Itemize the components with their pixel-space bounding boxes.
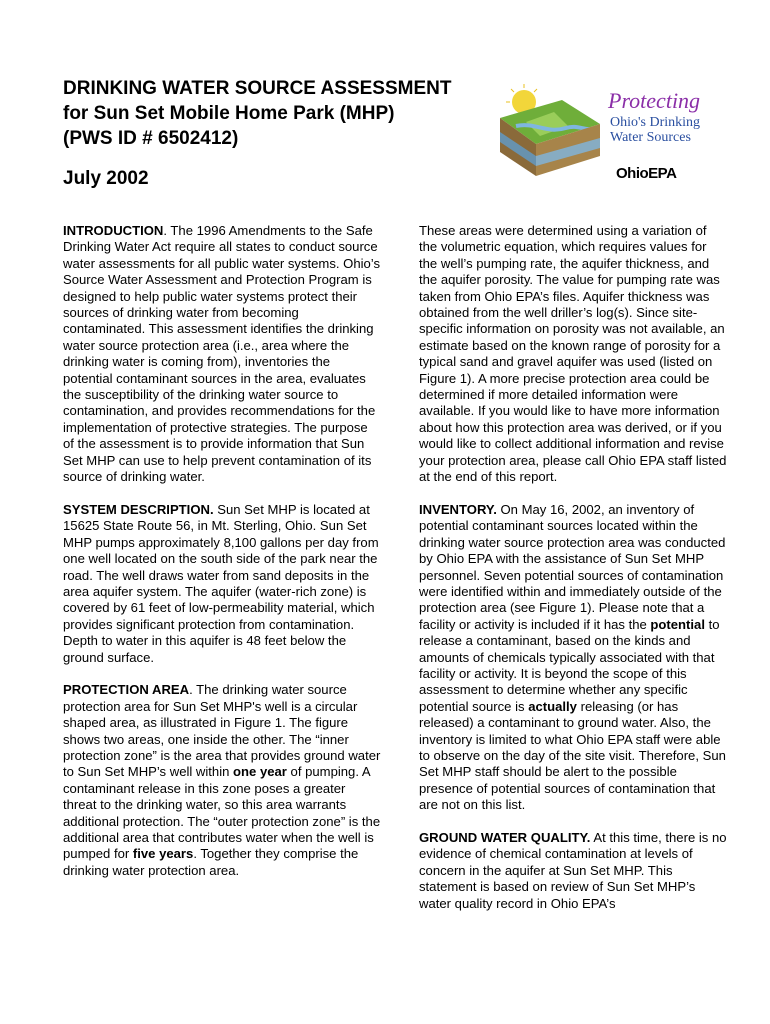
- document-subtitle: for Sun Set Mobile Home Park (MHP): [63, 103, 395, 124]
- logo-protecting-text: Protecting: [608, 88, 701, 113]
- inventory-paragraph: [419, 502, 727, 814]
- document-date: July 2002: [63, 168, 149, 189]
- one-year-emphasis: one year: [233, 764, 287, 780]
- inventory-text-3: releasing (or has released) a contaminant to ground water. Also, the inventory is limited to what Ohio EPA staff were able to observe on the day of the site visit. Therefore, Sun Set MHP staff should be alert to the possible presence of potential sources of contamination that are not on this list.: [419, 698, 726, 813]
- pws-id: (PWS ID # 6502412): [63, 128, 239, 149]
- protection-area-heading: PROTECTION AREA: [63, 682, 190, 698]
- left-column: [63, 223, 381, 896]
- ground-water-quality-paragraph: [419, 830, 727, 912]
- ground-water-quality-heading: GROUND WATER QUALITY.: [419, 830, 591, 845]
- protection-area-paragraph: [63, 682, 381, 879]
- protection-area-continued-text: These areas were determined using a variation of the volumetric equation, which requires values for the well’s pumping rate, the aquifer thickness, and the aquifer porosity. The value for pumping rate was taken from Ohio EPA’s files. Aquifer thickness was obtained from the well driller’s log(s). Since site-specific information on porosity was not available, an estimate based on the known range of porosity for a typical sand and gravel aquifer was used (listed on Figure 1). A more precise protection area could be determined if more detailed information were available. If you would like to have more information about how this protection area was derived, or if you would like to collect additional information and revise your protection area, please call Ohio EPA staff listed at the end of this report.: [419, 223, 727, 485]
- protection-area-text-2: of pumping. A contaminant release in this zone poses a greater threat to the drinking water, so this area warrants additional protection. The “outer protection zone” is the additional area that contributes water when the well is pumped for: [63, 764, 381, 862]
- ohio-epa-right-text: EPA: [648, 165, 677, 182]
- ground-water-quality-text: At this time, there is no evidence of chemical contamination at levels of concern in the aquifer at Sun Set MHP. This statement is based on review of Sun Set MHP’s water quality record in Ohio EPA’s: [419, 830, 727, 911]
- landscape-block-icon: [496, 82, 726, 182]
- system-description-text: Sun Set MHP is located at 15625 State Route 56, in Mt. Sterling, Ohio. Sun Set MHP pumps approximately 8,100 gallons per day from one well located on the south side of the park near the road. The well draws water from sand deposits in the area aquifer system. The aquifer (water-rich zone) is covered by 61 feet of low-permeability material, which provides significant protection from contamination. Depth to water in this aquifer is 48 feet below the ground surface.: [63, 501, 379, 665]
- system-description-heading: SYSTEM DESCRIPTION.: [63, 501, 214, 517]
- right-column: [419, 223, 727, 928]
- logo-water-sources-text: Water Sources: [610, 130, 691, 145]
- introduction-heading: INTRODUCTION: [63, 223, 164, 238]
- protection-area-text-1: . The drinking water source protection area for Sun Set MHP's well is a circular shaped area, as illustrated in Figure 1. The figure shows two areas, one inside the other. The “inner protection zone” is the area that provides ground water to Sun Set MHP’s well within: [63, 682, 381, 780]
- protecting-ohio-drinking-water-logo: [496, 82, 726, 182]
- ohio-epa-left-text: Ohio: [616, 165, 649, 182]
- inventory-heading: INVENTORY.: [419, 501, 497, 517]
- protection-area-continued-paragraph: [419, 223, 727, 486]
- title-block: [63, 76, 493, 151]
- svg-text:OhioEPA: [616, 165, 677, 182]
- inventory-text-2: to release a contaminant, based on the kinds and amounts of chemicals typically associated with that facility or activity. It is beyond the scope of this assessment to determine whether any specific potential source is: [419, 616, 720, 714]
- actually-emphasis: actually: [528, 698, 577, 714]
- potential-emphasis: potential: [650, 616, 705, 632]
- protection-area-text-3: . Together they comprise the drinking water protection area.: [63, 846, 359, 878]
- five-years-emphasis: five years: [132, 846, 194, 862]
- introduction-text: . The 1996 Amendments to the Safe Drinking Water Act require all states to conduct source water assessments for all public water systems. Ohio’s Source Water Assessment and Protection Program is designed to help public water systems protect their sources of drinking water from becoming contaminated. This assessment identifies the drinking water source protection area (i.e., area where the drinking water is coming from), inventories the potential contaminant sources in the area, evaluates the susceptibility of the drinking water source to contamination, and provides recommendations for the implementation of protective strategies. The purpose of the assessment is to provide information that Sun Set MHP can use to help prevent contamination of its source of drinking water.: [63, 223, 381, 485]
- system-description-paragraph: [63, 502, 381, 666]
- introduction-paragraph: [63, 223, 381, 486]
- inventory-text-1: On May 16, 2002, an inventory of potential contaminant sources located within the drinking water source protection area was conducted by Ohio EPA with the assistance of Sun Set MHP personnel. Seven potential sources of contamination were identified within and immediately outside of the protection area (see Figure 1). Please note that a facility or activity is included if it has the: [419, 501, 726, 632]
- ohio-epa-logo: [616, 165, 677, 182]
- document-title: DRINKING WATER SOURCE ASSESSMENT: [63, 78, 452, 99]
- logo-ohio-drinking-text: Ohio's Drinking: [610, 115, 701, 130]
